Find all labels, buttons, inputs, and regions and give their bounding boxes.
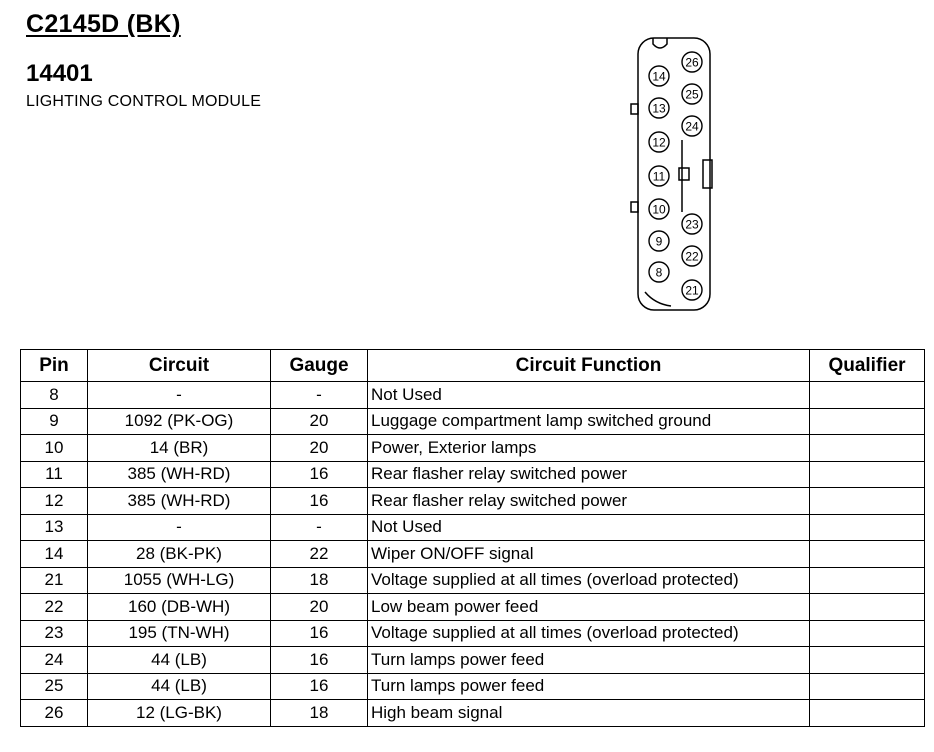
table-row xyxy=(21,567,925,594)
cell-circuit: 44 (LB) xyxy=(88,647,271,674)
table-row xyxy=(21,594,925,621)
table-row xyxy=(21,488,925,515)
cell-circuit-function: High beam signal xyxy=(368,700,810,727)
header-pin: Pin xyxy=(21,350,88,382)
connector-left-tab-upper xyxy=(631,104,638,114)
cell-qualifier xyxy=(810,435,925,462)
table-row xyxy=(21,382,925,409)
cell-qualifier xyxy=(810,567,925,594)
cell-circuit-function: Voltage supplied at all times (overload protected) xyxy=(368,567,810,594)
cell-pin: 14 xyxy=(21,541,88,568)
connector-pin-right xyxy=(682,246,702,266)
connector-title: C2145D (BK) xyxy=(26,10,181,38)
header-circuit: Circuit xyxy=(88,350,271,382)
cell-qualifier xyxy=(810,514,925,541)
cell-gauge: - xyxy=(271,514,368,541)
cell-circuit: 12 (LG-BK) xyxy=(88,700,271,727)
module-name: LIGHTING CONTROL MODULE xyxy=(26,93,262,110)
cell-gauge: 16 xyxy=(271,488,368,515)
table-row xyxy=(21,435,925,462)
cell-circuit-function: Low beam power feed xyxy=(368,594,810,621)
connector-latch-key xyxy=(679,168,689,180)
connector-bottom-edge xyxy=(645,292,671,306)
cell-gauge: 18 xyxy=(271,567,368,594)
cell-circuit-function: Turn lamps power feed xyxy=(368,647,810,674)
connector-pin-left xyxy=(649,166,669,186)
table-row xyxy=(21,647,925,674)
connector-pin-label: 21 xyxy=(685,283,699,298)
cell-circuit-function: Luggage compartment lamp switched ground xyxy=(368,408,810,435)
cell-circuit: 385 (WH-RD) xyxy=(88,461,271,488)
cell-qualifier xyxy=(810,700,925,727)
cell-gauge: 16 xyxy=(271,647,368,674)
connector-pin-right xyxy=(682,116,702,136)
connector-pin-right xyxy=(682,214,702,234)
cell-qualifier xyxy=(810,647,925,674)
cell-gauge: 20 xyxy=(271,594,368,621)
cell-pin: 21 xyxy=(21,567,88,594)
cell-circuit: 14 (BR) xyxy=(88,435,271,462)
connector-pin-label: 12 xyxy=(652,135,666,150)
cell-pin: 8 xyxy=(21,382,88,409)
connector-pin-left xyxy=(649,66,669,86)
cell-pin: 10 xyxy=(21,435,88,462)
connector-pin-label: 13 xyxy=(652,101,666,116)
cell-circuit-function: Turn lamps power feed xyxy=(368,673,810,700)
cell-pin: 22 xyxy=(21,594,88,621)
cell-qualifier xyxy=(810,620,925,647)
connector-pin-label: 25 xyxy=(685,87,699,102)
cell-gauge: 16 xyxy=(271,461,368,488)
cell-qualifier xyxy=(810,461,925,488)
cell-circuit: 160 (DB-WH) xyxy=(88,594,271,621)
connector-pin-right xyxy=(682,280,702,300)
cell-gauge: - xyxy=(271,382,368,409)
cell-pin: 24 xyxy=(21,647,88,674)
connector-pin-left xyxy=(649,262,669,282)
connector-pin-label: 22 xyxy=(685,249,699,264)
cell-gauge: 16 xyxy=(271,673,368,700)
cell-pin: 9 xyxy=(21,408,88,435)
cell-pin: 12 xyxy=(21,488,88,515)
cell-pin: 13 xyxy=(21,514,88,541)
cell-circuit-function: Wiper ON/OFF signal xyxy=(368,541,810,568)
header-gauge: Gauge xyxy=(271,350,368,382)
pinout-table xyxy=(20,349,925,727)
connector-pin-left xyxy=(649,98,669,118)
connector-pin-label: 24 xyxy=(685,119,699,134)
header-qualifier: Qualifier xyxy=(810,350,925,382)
cell-circuit-function: Rear flasher relay switched power xyxy=(368,488,810,515)
connector-pin-label: 10 xyxy=(652,202,666,217)
connector-pin-right xyxy=(682,52,702,72)
header-circuit-function: Circuit Function xyxy=(368,350,810,382)
table-row xyxy=(21,514,925,541)
cell-qualifier xyxy=(810,382,925,409)
connector-pin-left xyxy=(649,199,669,219)
connector-pin-right xyxy=(682,84,702,104)
part-number: 14401 xyxy=(26,60,93,87)
cell-circuit: - xyxy=(88,382,271,409)
cell-circuit: 1092 (PK-OG) xyxy=(88,408,271,435)
connector-face-diagram xyxy=(615,30,725,320)
connector-top-latch xyxy=(653,38,667,48)
cell-gauge: 18 xyxy=(271,700,368,727)
connector-pin-label: 8 xyxy=(655,265,663,280)
cell-gauge: 20 xyxy=(271,435,368,462)
table-row xyxy=(21,541,925,568)
cell-circuit-function: Voltage supplied at all times (overload protected) xyxy=(368,620,810,647)
cell-pin: 25 xyxy=(21,673,88,700)
connector-pin-label: 9 xyxy=(655,234,663,249)
table-row xyxy=(21,408,925,435)
cell-circuit: 195 (TN-WH) xyxy=(88,620,271,647)
cell-circuit: 28 (BK-PK) xyxy=(88,541,271,568)
table-header-row xyxy=(21,350,925,382)
table-row xyxy=(21,700,925,727)
connector-left-tab-lower xyxy=(631,202,638,212)
cell-pin: 26 xyxy=(21,700,88,727)
cell-gauge: 20 xyxy=(271,408,368,435)
cell-circuit: 44 (LB) xyxy=(88,673,271,700)
table-row xyxy=(21,461,925,488)
connector-pin-label: 11 xyxy=(652,169,666,184)
cell-qualifier xyxy=(810,673,925,700)
cell-gauge: 16 xyxy=(271,620,368,647)
cell-qualifier xyxy=(810,408,925,435)
connector-pin-left xyxy=(649,132,669,152)
cell-circuit-function: Not Used xyxy=(368,382,810,409)
cell-circuit-function: Power, Exterior lamps xyxy=(368,435,810,462)
connector-pin-label: 26 xyxy=(685,55,699,70)
connector-pin-label: 14 xyxy=(652,69,666,84)
connector-pin-label: 23 xyxy=(685,217,699,232)
cell-circuit-function: Rear flasher relay switched power xyxy=(368,461,810,488)
cell-circuit: - xyxy=(88,514,271,541)
cell-qualifier xyxy=(810,594,925,621)
connector-pin-left xyxy=(649,231,669,251)
cell-qualifier xyxy=(810,488,925,515)
table-row xyxy=(21,673,925,700)
cell-pin: 11 xyxy=(21,461,88,488)
cell-circuit: 385 (WH-RD) xyxy=(88,488,271,515)
cell-gauge: 22 xyxy=(271,541,368,568)
cell-qualifier xyxy=(810,541,925,568)
table-row xyxy=(21,620,925,647)
cell-circuit-function: Not Used xyxy=(368,514,810,541)
cell-pin: 23 xyxy=(21,620,88,647)
cell-circuit: 1055 (WH-LG) xyxy=(88,567,271,594)
